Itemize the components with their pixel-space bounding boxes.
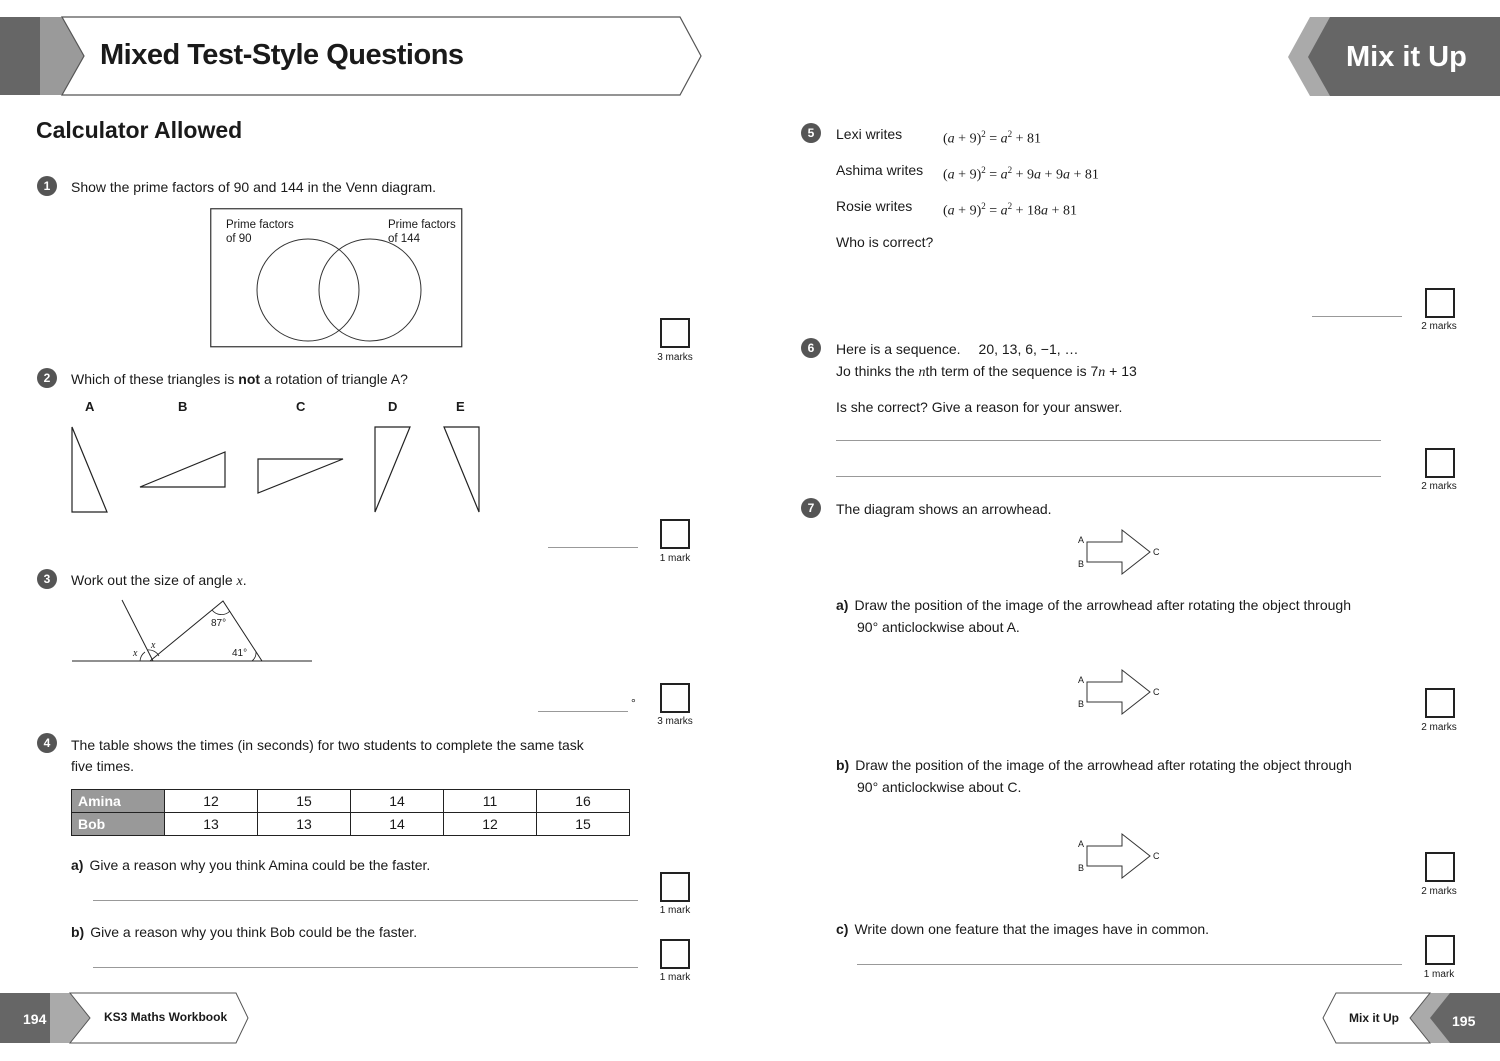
arrowhead-shape[interactable] — [1080, 668, 1160, 720]
marks-label: 3 marks — [657, 716, 693, 727]
page-title: Mixed Test-Style Questions — [100, 39, 464, 71]
question-number: 6 — [801, 338, 821, 358]
question-text: Show the prime factors of 90 and 144 in the Venn diagram. — [71, 179, 437, 195]
question-text: Here is a sequence. 20, 13, 6, −1, … — [836, 341, 1079, 357]
angle-figure — [60, 595, 320, 670]
answer-line[interactable] — [836, 440, 1381, 441]
right-tab-title: Mix it Up — [1346, 41, 1467, 73]
marks-label: 2 marks — [1421, 481, 1457, 492]
point-c-label: C — [1153, 547, 1160, 557]
question-text: Which of these triangles is not a rotation of triangle A? — [71, 371, 408, 387]
row-name: Bob — [72, 813, 165, 836]
footer-section-title: Mix it Up — [1349, 1011, 1399, 1025]
marks-box[interactable] — [660, 519, 690, 549]
arrowhead-shape[interactable] — [1080, 832, 1160, 884]
question-text: The diagram shows an arrowhead. — [836, 501, 1052, 517]
triangle-label-d: D — [388, 399, 398, 414]
point-c-label: C — [1153, 687, 1160, 697]
subquestion-a: a) Give a reason why you think Amina could be the faster. — [71, 857, 431, 873]
table-cell: 15 — [537, 813, 630, 836]
question-text: Who is correct? — [836, 234, 934, 250]
question-number: 5 — [801, 123, 821, 143]
question-text-3: Is she correct? Give a reason for your answer. — [836, 399, 1123, 415]
table-cell: 12 — [165, 790, 258, 813]
table-cell: 14 — [351, 790, 444, 813]
table-row — [72, 790, 630, 813]
point-b-label: B — [1078, 699, 1085, 709]
answer-line[interactable] — [538, 711, 628, 712]
marks-box[interactable] — [1425, 288, 1455, 318]
q5-name-ashima: Ashima writes — [836, 162, 924, 178]
degree-unit: ° — [631, 696, 636, 710]
angle-x-label: x — [133, 648, 138, 659]
angle-41-label: 41° — [232, 648, 248, 659]
marks-box[interactable] — [660, 939, 690, 969]
times-table — [71, 789, 630, 836]
marks-box[interactable] — [660, 318, 690, 348]
marks-label: 1 mark — [1423, 969, 1455, 980]
marks-box[interactable] — [1425, 688, 1455, 718]
table-cell: 13 — [165, 813, 258, 836]
marks-label: 3 marks — [657, 352, 693, 363]
question-number: 7 — [801, 498, 821, 518]
marks-box[interactable] — [1425, 852, 1455, 882]
point-c-label: C — [1153, 851, 1160, 861]
marks-box[interactable] — [1425, 935, 1455, 965]
answer-line[interactable] — [93, 967, 638, 968]
q5-name-lexi: Lexi writes — [836, 126, 903, 142]
q5-eq-ashima: $(a + 9)^2 = a^2 + 9a + 9a + 81$ — [943, 165, 1099, 183]
subquestion-a: a) Draw the position of the image of the arrowhead after rotating the object through 90° anticlockwise about A. — [836, 597, 1351, 635]
answer-line[interactable] — [93, 900, 638, 901]
subquestion-c: c) Write down one feature that the images have in common. — [836, 921, 1210, 937]
subquestion-b: b) Draw the position of the image of the arrowhead after rotating the object through 90° anticlockwise about C. — [836, 757, 1352, 795]
marks-label: 2 marks — [1421, 886, 1457, 897]
arrowhead-shape — [1080, 528, 1160, 580]
marks-label: 2 marks — [1421, 722, 1457, 733]
answer-line[interactable] — [548, 547, 638, 548]
answer-line[interactable] — [836, 476, 1381, 477]
row-name: Amina — [72, 790, 165, 813]
q5-eq-rosie: $(a + 9)^2 = a^2 + 18a + 81$ — [943, 201, 1077, 219]
question-number: 1 — [37, 176, 57, 196]
q5-name-rosie: Rosie writes — [836, 198, 913, 214]
question-text: Work out the size of angle x. — [71, 572, 247, 589]
table-row — [72, 813, 630, 836]
point-a-label: A — [1078, 535, 1085, 545]
marks-box[interactable] — [660, 683, 690, 713]
triangle-label-e: E — [456, 399, 465, 414]
triangle-label-b: B — [178, 399, 188, 414]
point-b-label: B — [1078, 863, 1085, 873]
point-a-label: A — [1078, 839, 1085, 849]
question-number: 4 — [37, 733, 57, 753]
triangles-figure — [60, 420, 490, 520]
angle-x-label: x — [151, 640, 156, 651]
table-cell: 14 — [351, 813, 444, 836]
question-number: 3 — [37, 569, 57, 589]
question-text-2: Jo thinks the nth term of the sequence is 7n + 13 — [836, 363, 1137, 380]
table-cell: 16 — [537, 790, 630, 813]
triangle-label-a: A — [85, 399, 95, 414]
marks-box[interactable] — [660, 872, 690, 902]
q5-eq-lexi: $(a + 9)^2 = a^2 + 81$ — [943, 129, 1042, 147]
question-text: The table shows the times (in seconds) for two students to complete the same task five times. — [71, 737, 584, 774]
subquestion-b: b) Give a reason why you think Bob could be the faster. — [71, 924, 418, 940]
section-heading: Calculator Allowed — [36, 117, 243, 143]
marks-label: 2 marks — [1421, 321, 1457, 332]
marks-box[interactable] — [1425, 448, 1455, 478]
marks-label: 1 mark — [659, 553, 691, 564]
table-cell: 15 — [258, 790, 351, 813]
table-cell: 12 — [444, 813, 537, 836]
angle-87-label: 87° — [211, 618, 227, 629]
venn-left-label: Prime factors of 90 — [226, 219, 294, 245]
point-b-label: B — [1078, 559, 1085, 569]
triangle-label-c: C — [296, 399, 306, 414]
venn-right-label: Prime factors of 144 — [388, 219, 456, 245]
point-a-label: A — [1078, 675, 1085, 685]
question-number: 2 — [37, 368, 57, 388]
marks-label: 1 mark — [659, 905, 691, 916]
page-number-left: 194 — [23, 1011, 47, 1027]
table-cell: 13 — [258, 813, 351, 836]
marks-label: 1 mark — [659, 972, 691, 983]
footer-book-title: KS3 Maths Workbook — [104, 1010, 228, 1024]
answer-line[interactable] — [1312, 316, 1402, 317]
answer-line[interactable] — [857, 964, 1402, 965]
table-cell: 11 — [444, 790, 537, 813]
page-number-right: 195 — [1452, 1013, 1476, 1029]
